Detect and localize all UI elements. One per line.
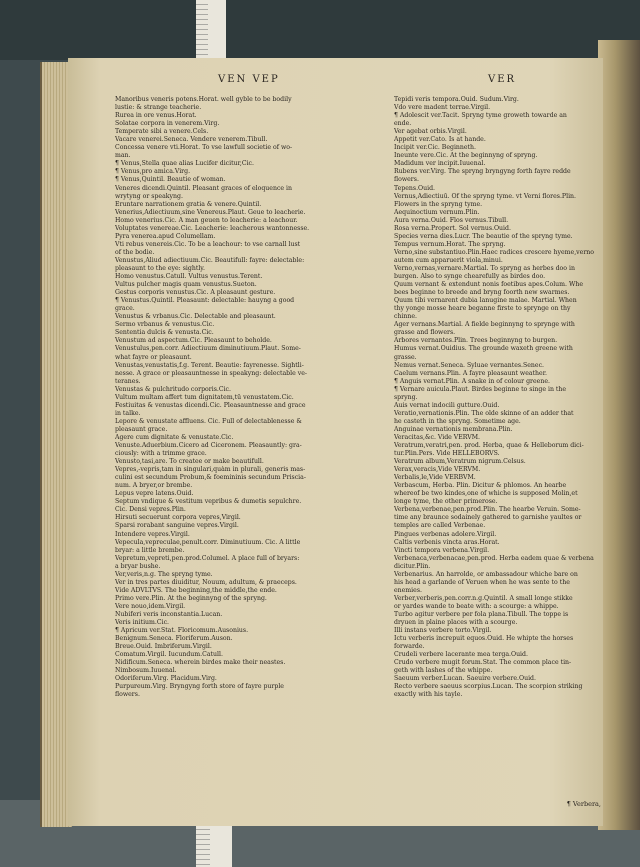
text-line: Concessa venere vti.Horat. To vse lawfull societie of wo- bbox=[115, 144, 293, 152]
text-line: Pingues verbenas adolere.Virgil. bbox=[394, 530, 497, 538]
text-line: Crudo verbere mugit forum.Stat. The common place tin- bbox=[394, 659, 572, 667]
text-line: time any braunce sodainely gathered to garnishe yaultes or bbox=[394, 514, 582, 522]
text-line: Purpureum.Virg. Bryngyng forth store of fayre purple bbox=[115, 683, 284, 691]
text-line: Ver agebat orbis.Virgil. bbox=[394, 128, 467, 136]
text-line: Tepens.Ouid. bbox=[394, 184, 436, 192]
text-line: Primo vere.Plin. At the beginnyng of the spryng. bbox=[115, 594, 267, 602]
text-line: Arbores vernantes.Plin. Trees beginnyng to burgen. bbox=[394, 337, 558, 345]
text-line: Quum vernant & extendunt nonis foetibus apes.Colum. Whe bbox=[394, 281, 583, 289]
text-line: Odoriferum.Virg. Placidum.Virg. bbox=[115, 675, 217, 683]
text-line: Nidificum.Seneca. wherein birdes make their neastes. bbox=[115, 659, 286, 667]
text-line: ¶ Venus,Stella quae alias Lucifer dicitur,Cic. bbox=[115, 160, 254, 168]
text-line: Gestus corporis venustus.Cic. A pleasaunt gesture. bbox=[115, 289, 276, 297]
text-line: Venustas,venustatis,f.g. Terent. Beautie: fayrenesse. Sightli- bbox=[115, 361, 304, 369]
text-line: Vepres,-vepris,tam in singulari,quàm in plurali, generis mas- bbox=[115, 466, 306, 474]
text-line: Species verna dies.Lucr. The beautie of the spryng tyme. bbox=[394, 232, 573, 240]
text-line: exactly with his tayle. bbox=[394, 691, 463, 699]
text-line: Lepore & venustate affluens. Cic. Full of delectablenesse & bbox=[115, 417, 302, 425]
text-line: Tempus vernum.Horat. The spryng. bbox=[394, 240, 506, 248]
text-line: Manoribus veneris potens.Horat. well gyble to be bodily bbox=[115, 96, 292, 103]
text-line: Solatae corpora in venerem.Virg. bbox=[115, 120, 220, 128]
text-line: ¶ Venustus.Quintil. Pleasaunt: delectable: hauyng a good bbox=[115, 297, 295, 305]
text-line: ¶ Vernare auicula.Plaut. Birdes beginne to singe in the bbox=[394, 385, 567, 393]
text-line: Vti rebus venereis.Cic. To be a leachour: to vse carnall lust bbox=[115, 240, 301, 248]
running-head-right: VER bbox=[488, 74, 517, 85]
text-line: temples are called Verbenae. bbox=[394, 522, 486, 530]
text-line: Vultus pulcher magis quam venustus.Sueton. bbox=[115, 281, 257, 289]
text-line: longe tyme, the other primerose. bbox=[394, 498, 498, 506]
text-line: Ictu verberis increpuit equos.Ouid. He whipte the horses bbox=[394, 635, 574, 643]
text-line: Rurea in ore venus.Horat. bbox=[115, 112, 197, 120]
text-line: Benignum.Seneca. Floriferum.Auson. bbox=[115, 635, 233, 643]
text-line: Veracitas,&c. Vide VERVM. bbox=[394, 433, 480, 441]
text-line: Vide ADVLTVS. The beginning,the middle,the ende. bbox=[115, 586, 277, 594]
text-line: Illi instans verbere torto.Virgil. bbox=[394, 627, 492, 635]
text-line: flowers. bbox=[115, 691, 140, 699]
text-line: Vepretum,vepreti,pen.prod.Columel. A place full of bryars: bbox=[115, 554, 300, 562]
text-line: Caelum vernans.Plin. A fayre pleasaunt weather. bbox=[394, 369, 547, 377]
text-line: ¶ Venus,pro amica.Virg. bbox=[115, 168, 191, 176]
text-line: in talke. bbox=[115, 409, 141, 417]
text-line: dicitur.Plin. bbox=[394, 562, 431, 570]
text-line: Venustas & pulchritudo corporis.Cic. bbox=[115, 385, 231, 393]
text-line: Crudeli verbere lacerante mea terga.Ouid. bbox=[394, 651, 528, 659]
text-line: Incipit ver.Cic. Beginneth. bbox=[394, 144, 476, 152]
text-line: Eruntare narrationem gratia & venere.Quintil. bbox=[115, 200, 262, 208]
text-line: Verno,vernas,vernare.Martial. To spryng as herbes doo in bbox=[394, 264, 575, 272]
text-line: Auis vernat indocili gutture.Ouid. bbox=[394, 401, 500, 409]
text-line: he casteth in the spryng. Sometime age. bbox=[394, 417, 521, 425]
text-line: enemies. bbox=[394, 586, 422, 594]
text-line: or yardes wande to beate with: a scourge: a whippe. bbox=[394, 602, 559, 610]
text-line: Venerius,Adiectiuum,sine Venereus.Plaut. Geue to leacherie. bbox=[115, 208, 306, 216]
scale-ruler-top bbox=[196, 0, 226, 60]
text-line: ¶ Adolescit ver.Tacit. Spryng tyme groweth towarde an bbox=[394, 112, 567, 120]
text-line: ¶ Anguis vernat.Plin. A snake in of colour greene. bbox=[394, 377, 550, 385]
text-line: Venustulus,pen.corr. Adiectiuum diminutiuum.Plaut. Some- bbox=[115, 345, 301, 353]
text-line: Venuste.Aduerbium.Cicero ad Ciceronem. Pleasauntly: gra- bbox=[115, 442, 302, 450]
text-line: ¶ Apricum ver.Stat. Floricomum.Ausonius. bbox=[115, 627, 249, 635]
text-line: Temperate sibi a venere.Cels. bbox=[115, 128, 209, 136]
text-line: chinne. bbox=[394, 313, 418, 321]
text-line: Nimbosum.Iuuenal. bbox=[115, 667, 177, 675]
text-line: Sermo vrbanus & venustus.Cic. bbox=[115, 321, 215, 329]
text-line: Quum tibi vernarent dubia lanugine malae. Martial. When bbox=[394, 297, 577, 305]
text-line: Humus vernat.Ouidius. The grounde waxeth greene with bbox=[394, 345, 573, 353]
text-line: Septum vndique & vestitum vepribus & dumetis sepulchre. bbox=[115, 498, 302, 506]
text-line: Vultum multam affert tum dignitatem,tū venustatem.Cic. bbox=[115, 393, 294, 401]
text-line: culini est secundum Probum,& foemininis secundum Priscia- bbox=[115, 474, 306, 482]
text-line: Tepidi veris tempora.Ouid. Sudum.Virg. bbox=[394, 96, 519, 103]
text-line: Saeuum verber.Lucan. Saeuire verbere.Ouid. bbox=[394, 675, 536, 683]
text-line: spryng. bbox=[394, 393, 418, 401]
text-line: Turbo agitur verbere per fola plana.Tibull. The toppe is bbox=[394, 611, 569, 618]
text-line: Verbenarius. An harrolde, or ambassadour whiche bare on bbox=[394, 570, 578, 578]
text-line: Ineunte vere.Cic. At the beginnyng of spryng. bbox=[394, 152, 538, 160]
text-line: Anguinae vernationis membrana.Plin. bbox=[394, 425, 513, 433]
text-line: Nemus vernat.Seneca. Syluae vernantes.Senec. bbox=[394, 361, 545, 369]
text-line: Caltis verbenis vincta aras.Horat. bbox=[394, 538, 500, 546]
text-line: autem cum apparuerit viola,minui. bbox=[394, 256, 503, 264]
text-line: Verbalis,le,Vide VERBVM. bbox=[394, 474, 476, 482]
text-line: Venustus & vrbanus.Cic. Delectable and pleasaunt. bbox=[115, 313, 276, 321]
text-line: ¶ Venus,Quintil. Beautie of woman. bbox=[115, 176, 226, 184]
text-line: Recto verbere saeuus scorpius.Lucan. The scorpion striking bbox=[394, 683, 583, 691]
running-head-left: VEN VEP bbox=[218, 74, 280, 85]
text-line: forwarde. bbox=[394, 643, 425, 651]
text-line: pleasaunt grace. bbox=[115, 425, 168, 433]
text-line: Ver in tres partes diuiditur, Nouum, adultum, & praeceps. bbox=[115, 578, 297, 586]
right-column bbox=[394, 96, 602, 700]
text-line: of the bodie. bbox=[115, 248, 155, 256]
text-line: Homo venerius.Cic. A man geuen to leacherie: a leachour. bbox=[115, 216, 298, 224]
text-line: Ver,veris,n.g. The spryng tyme. bbox=[115, 570, 213, 578]
text-line: geth with lashes of the whippe. bbox=[394, 667, 493, 675]
text-line: Breue.Ouid. Imbriferum.Virgil. bbox=[115, 643, 212, 651]
text-line: what fayre or pleasaunt. bbox=[115, 353, 192, 361]
text-line: Verax,veracis,Vide VERVM. bbox=[394, 466, 481, 474]
text-line: Festiuitas & venustas dicendi.Cic. Pleasauntnesse and grace bbox=[115, 401, 306, 409]
text-line: nesse. A grace or pleasauntnesse in speakyng: delectable ve- bbox=[115, 369, 307, 377]
text-line: Verber,verberis,pen.corr.n.g.Quintil. A small longe stikke bbox=[394, 594, 573, 602]
text-line: Verbascum, Herba. Plin. Dicitur & phlomos. An hearbe bbox=[394, 482, 567, 490]
text-line: lustie: & strange teacherie. bbox=[115, 104, 202, 112]
catchword: ¶ Verbera, bbox=[566, 800, 601, 808]
text-line: burgen. Also to synge chearefully as birdes doo. bbox=[394, 273, 546, 281]
text-line: Veratio,vernationis.Plin. The olde skinne of an adder that bbox=[394, 409, 574, 417]
text-line: Rubens ver.Virg. The spryng bryngyng forth fayre redde bbox=[394, 168, 571, 176]
text-line: Intendere vepres.Virgil. bbox=[115, 530, 190, 538]
text-line: thy yonge mosse heare beganne firste to sprynge on thy bbox=[394, 305, 571, 313]
text-line: Aequinoctium vernum.Plin. bbox=[394, 208, 480, 216]
text-line: Verno,sine substantiuo.Plin.Haec radices crescere hyeme,verno bbox=[394, 248, 594, 256]
text-line: Venusto,tasi,are. To createe or make beautifull. bbox=[115, 458, 264, 466]
text-line: Appetit ver.Cato. Is at hande. bbox=[394, 136, 486, 144]
text-line: Vernus,Adiectiuū. Of the spryng tyme. vt Verni flores.Plin. bbox=[394, 192, 576, 200]
text-line: grasse and flowers. bbox=[394, 329, 456, 337]
text-line: grasse. bbox=[394, 353, 417, 361]
text-line: Verbenaca,verbenacae,pen.prod. Herba eadem quae & verbena bbox=[394, 554, 594, 562]
text-line: tur.Plin.Pers. Vide HELLEBORVS. bbox=[394, 450, 500, 458]
text-line: dryuen in plaine places with a scourge. bbox=[394, 619, 518, 627]
text-line: Vdo vere madent terrae.Virgil. bbox=[394, 104, 491, 112]
text-line: ciously: with a trimme grace. bbox=[115, 450, 207, 458]
left-column bbox=[115, 96, 377, 700]
text-line: bryar: a little brembe. bbox=[115, 546, 185, 554]
text-line: wrytyng or speakyng. bbox=[115, 192, 183, 200]
text-line: teranes. bbox=[115, 377, 141, 385]
text-line: Rosa verna.Propert. Sol vernus.Ouid. bbox=[394, 224, 511, 232]
text-line: ende. bbox=[394, 120, 412, 128]
text-line: Sententia dulcis & venusta.Cic. bbox=[115, 329, 214, 337]
text-line: num. A bryer,or brembe. bbox=[115, 482, 193, 490]
text-line: Madidum ver incipit.Iuuenal. bbox=[394, 160, 486, 168]
text-line: Vepecula,vepreculae,penult.corr. Diminutiuum. Cic. A little bbox=[115, 538, 301, 546]
text-line: pleasaunt to the eye: sightly. bbox=[115, 264, 205, 272]
text-line: flowers. bbox=[394, 176, 419, 184]
text-line: Verbena,verbenae,pen.prod.Plin. The hearbe Veruin. Some- bbox=[394, 506, 581, 514]
text-line: Vincti tempora verbena.Virgil. bbox=[394, 546, 490, 554]
text-line: Cic. Densi vepres.Plin. bbox=[115, 506, 186, 514]
text-line: Ager vernans.Martial. A fielde beginnyng to sprynge with bbox=[394, 321, 575, 329]
text-line: whereof be two kindes,one of whiche is supposed Molin,et bbox=[394, 490, 578, 498]
text-line: bees beginne to breede and bryng foorth new swarmes. bbox=[394, 289, 570, 297]
text-line: Veratrum,veratri,pen. prod. Herba, quae & Helleborum dici- bbox=[394, 442, 584, 450]
text-line: Pyra venerea.apud Columellam. bbox=[115, 232, 216, 240]
text-line: Veneres dicendi.Quintil. Pleasant graces of eloquence in bbox=[115, 184, 292, 192]
text-line: a bryar bushe. bbox=[115, 562, 161, 570]
text-line: Voluptates venereae.Cic. Leacherie: leacherous wantonnesse. bbox=[115, 224, 310, 232]
text-line: Homo venustus.Catull. Vultus venustus.Terent. bbox=[115, 273, 263, 281]
text-line: Flowers in the spryng tyme. bbox=[394, 200, 483, 208]
text-line: Vere nouo,idem.Virgil. bbox=[115, 602, 186, 610]
text-line: grace. bbox=[115, 305, 135, 313]
text-line: Nubiferi veris inconstantia.Lucan. bbox=[115, 611, 223, 618]
text-line: his head a garlande of Veruen when he was sente to the bbox=[394, 578, 570, 586]
text-line: Venustum ad aspectum.Cic. Pleasaunt to beholde. bbox=[115, 337, 272, 345]
text-line: Lepus vepre latens.Ouid. bbox=[115, 490, 194, 498]
text-line: Sparsi rorabant sanguine vepres.Virgil. bbox=[115, 522, 239, 530]
text-line: Vacare venerei.Seneca. Vendere venerem.Tibull. bbox=[115, 136, 268, 144]
text-line: Hirsuti secuerunt corpora vepres,Virgil. bbox=[115, 514, 241, 522]
text-line: Aura verna.Ouid. Flos vernus.Tibull. bbox=[394, 216, 509, 224]
text-line: Agere cum dignitate & venustate.Cic. bbox=[115, 433, 234, 441]
text-line: Veratrum album,Veratrum nigrum.Celsus. bbox=[394, 458, 526, 466]
background-top bbox=[0, 0, 640, 60]
book-cover-right bbox=[598, 40, 640, 830]
book-page bbox=[68, 58, 603, 826]
text-line: Venustus,Aliud adiectiuum.Cic. Beautifull: fayre: delectable: bbox=[115, 256, 305, 264]
text-line: Comatum.Virgil. Iucundum.Catull. bbox=[115, 651, 223, 659]
text-line: man. bbox=[115, 152, 131, 160]
text-line: Veris initium.Cic. bbox=[115, 619, 170, 627]
